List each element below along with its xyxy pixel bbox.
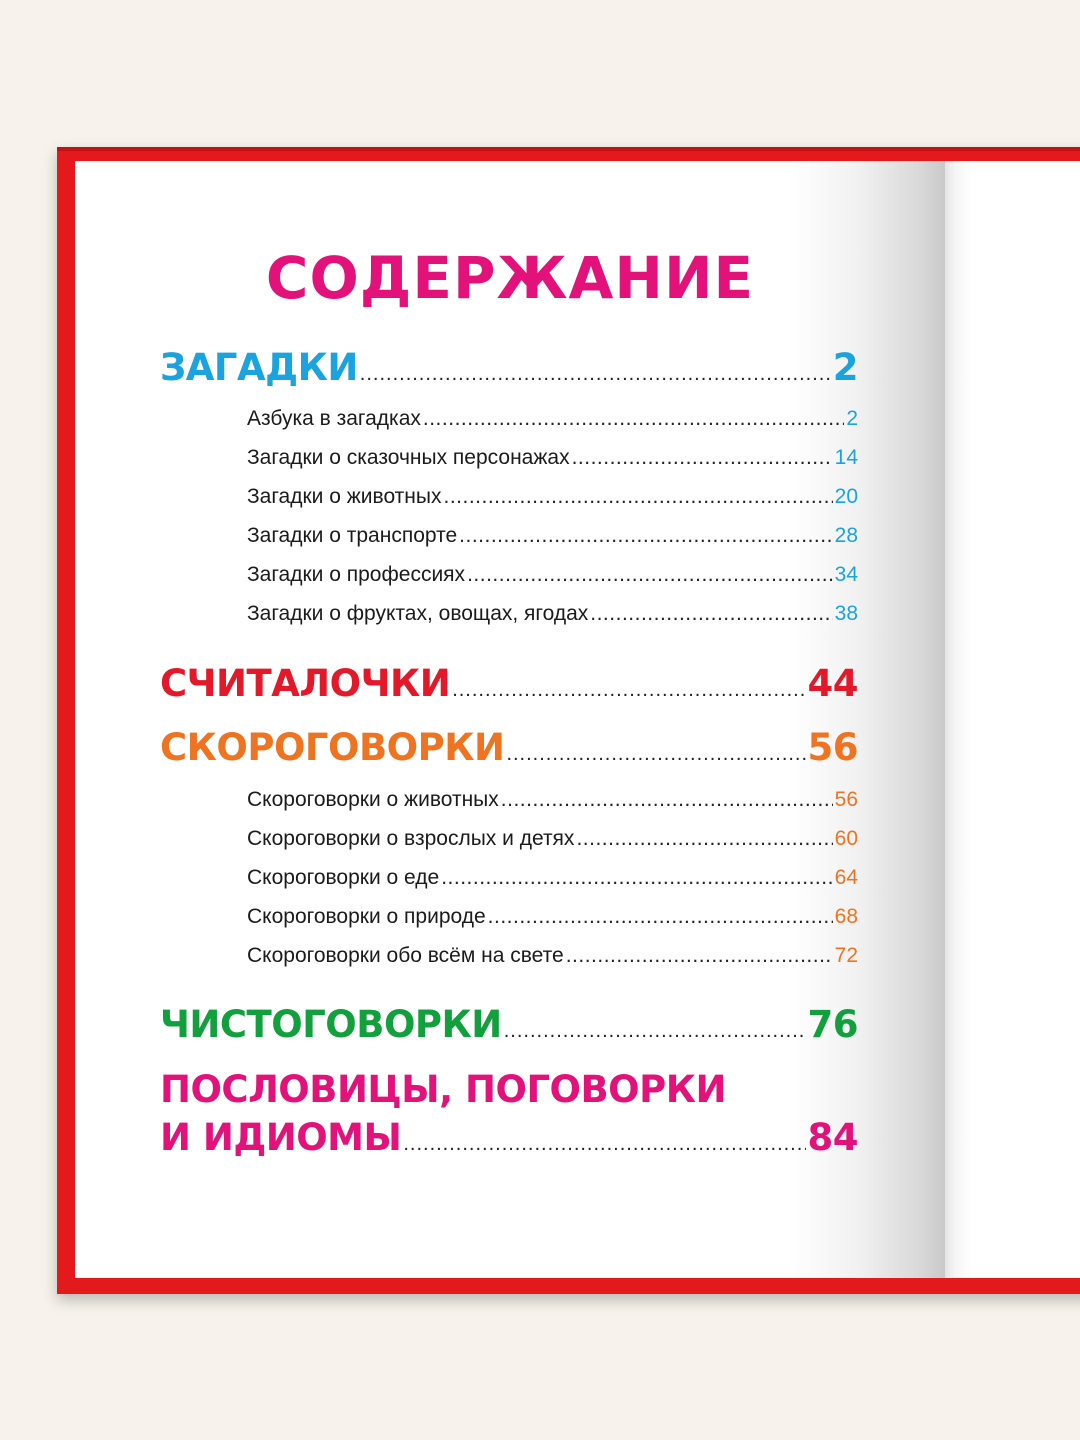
- toc-item[interactable]: [247, 404, 858, 434]
- section-label: СКОРОГОВОРКИ: [160, 726, 505, 769]
- toc-item[interactable]: [247, 785, 858, 815]
- dot-leader: [459, 521, 832, 551]
- dot-leader: [572, 443, 833, 473]
- item-page-number: 14: [834, 446, 858, 469]
- section-label: СЧИТАЛОЧКИ: [160, 662, 451, 705]
- item-page-number: 28: [834, 524, 858, 547]
- item-page-number: 20: [834, 485, 858, 508]
- item-page-number: 60: [834, 827, 858, 850]
- toc-section-skorogovorki[interactable]: [160, 726, 858, 776]
- toc-item[interactable]: [247, 482, 858, 512]
- section-page-number: 56: [807, 726, 858, 769]
- section-page-number: 2: [832, 346, 858, 389]
- dot-leader: [566, 941, 833, 971]
- toc-section-poslovitsy[interactable]: [160, 1068, 858, 1166]
- item-label: Скороговорки о животных: [247, 788, 499, 811]
- dot-leader: [576, 824, 832, 854]
- toc-item[interactable]: [247, 863, 858, 893]
- section-label: ЗАГАДКИ: [160, 346, 358, 389]
- item-page-number: 72: [834, 944, 858, 967]
- item-label: Загадки о фруктах, овощах, ягодах: [247, 602, 589, 625]
- dot-leader: [444, 482, 833, 512]
- toc-section-schitalochki[interactable]: [160, 662, 858, 712]
- item-label: Загадки о транспорте: [247, 524, 458, 547]
- item-label: Загадки о сказочных персонажах: [247, 446, 570, 469]
- item-page-number: 2: [846, 407, 858, 430]
- item-label: Загадки о животных: [247, 485, 442, 508]
- toc-item[interactable]: [247, 902, 858, 932]
- item-label: Скороговорки о еде: [247, 866, 440, 889]
- dot-leader: [501, 785, 833, 815]
- dot-leader: [504, 1009, 806, 1053]
- item-page-number: 64: [834, 866, 858, 889]
- dot-leader: [467, 560, 833, 590]
- toc-item[interactable]: [247, 824, 858, 854]
- dot-leader: [452, 668, 805, 712]
- item-label: Скороговорки о природе: [247, 905, 486, 928]
- section-page-number: 84: [807, 1116, 858, 1159]
- toc-item[interactable]: [247, 521, 858, 551]
- item-page-number: 38: [834, 602, 858, 625]
- item-label: Азбука в загадках: [247, 407, 421, 430]
- dot-leader: [403, 1122, 805, 1166]
- toc-title: СОДЕРЖАНИЕ: [265, 244, 755, 312]
- section-label-line2: И ИДИОМЫ: [160, 1116, 402, 1159]
- toc-item[interactable]: [247, 443, 858, 473]
- toc-section-chistogovorki[interactable]: [160, 1003, 858, 1053]
- section-label: ЧИСТОГОВОРКИ: [160, 1003, 502, 1046]
- toc-item[interactable]: [247, 599, 858, 629]
- dot-leader: [590, 599, 832, 629]
- item-label: Загадки о профессиях: [247, 563, 466, 586]
- dot-leader: [506, 732, 805, 776]
- toc-item[interactable]: [247, 560, 858, 590]
- dot-leader: [488, 902, 833, 932]
- item-page-number: 56: [834, 788, 858, 811]
- section-label-line2-row: [160, 1116, 858, 1166]
- item-label: Скороговорки о взрослых и детях: [247, 827, 575, 850]
- toc-item[interactable]: [247, 941, 858, 971]
- dot-leader: [423, 404, 844, 434]
- section-label-line1: ПОСЛОВИЦЫ, ПОГОВОРКИ: [160, 1068, 726, 1111]
- dot-leader: [441, 863, 832, 893]
- item-page-number: 68: [834, 905, 858, 928]
- section-page-number: 76: [807, 1003, 858, 1046]
- dot-leader: [360, 352, 831, 396]
- item-page-number: 34: [834, 563, 858, 586]
- section-page-number: 44: [807, 662, 858, 705]
- toc-section-zagadki[interactable]: [160, 346, 858, 396]
- item-label: Скороговорки обо всём на свете: [247, 944, 564, 967]
